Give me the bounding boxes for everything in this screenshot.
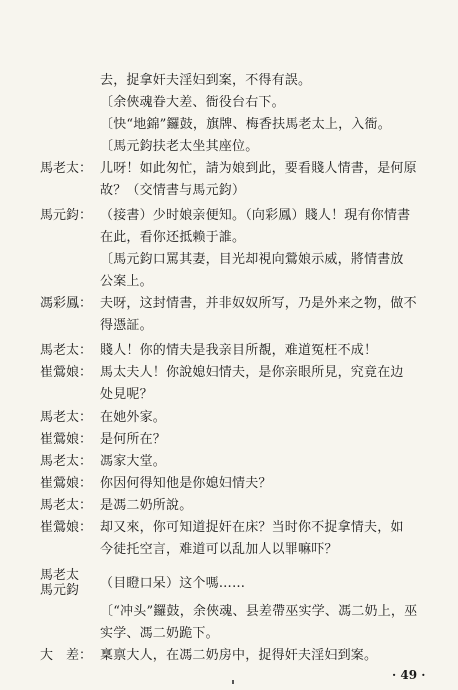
- speaker-label-stacked: [40, 568, 79, 598]
- stage-direction: 〔馬元鈞扶老太坐其座位。: [100, 139, 259, 154]
- speaker-label: 馬元鈞: [40, 583, 80, 598]
- text-line: 在她外家。: [100, 410, 167, 425]
- text-line: 是馮二奶所說。: [100, 498, 193, 513]
- speaker-label: 崔鶯娘：: [40, 365, 93, 380]
- speaker-label: 馬老太：: [40, 343, 93, 358]
- speaker-label: 馬老太：: [40, 498, 93, 513]
- speaker-label: 馬老太：: [40, 410, 93, 425]
- text-line: 是何所在？: [100, 432, 167, 447]
- page-number: · 49 ·: [392, 668, 426, 682]
- text-line: （目瞪口呆）这个嗎……: [100, 576, 246, 591]
- stage-direction: 〔馬元鈞口罵其妻，目光却視向鶯娘示威，將情書放: [100, 252, 404, 267]
- speaker-label: 馮彩鳳：: [40, 296, 93, 311]
- text-line: 处見呢？: [100, 387, 153, 402]
- print-speck: [232, 680, 234, 684]
- speaker-label: 崔鶯娘：: [40, 476, 93, 491]
- speaker-label: 崔鶯娘：: [40, 520, 93, 535]
- text-line: 去，捉拿奸夫淫妇到案，不得有誤。: [100, 73, 312, 88]
- speaker-label: 大 差：: [40, 648, 93, 663]
- stage-direction: 〔“冲头”鑼鼓，余俠魂、县差帶巫实学、馮二奶上，巫: [100, 604, 418, 619]
- text-line: 你因何得知他是你媳妇情夫？: [100, 476, 272, 491]
- text-line: （接書）少时娘亲便知。（向彩鳳）賤人！現有你情書: [100, 208, 411, 223]
- speaker-label: 馬老太：: [40, 161, 93, 176]
- speaker-label: 馬元鈞：: [40, 208, 93, 223]
- text-line: 馮家大堂。: [100, 454, 167, 469]
- text-line: 馬太夫人！你說媳妇情夫，是你亲眼所見，究竟在边: [100, 365, 404, 380]
- speaker-label: 馬老太：: [40, 454, 93, 469]
- text-line: 却又來，你可知道捉奸在床？当时你不捉拿情夫，如: [100, 520, 404, 535]
- text-line: 在此，看你还抵赖于誰。: [100, 230, 246, 245]
- speaker-label: 馬老太: [40, 568, 80, 583]
- text-line: 儿呀！如此匆忙，請为娘到此，要看賤人情書，是何原: [100, 161, 417, 176]
- text-line: 故？（交情書与馬元鈞）: [100, 183, 246, 198]
- stage-direction: 〔快“地錦”鑼鼓，旗牌、梅香扶馬老太上，入衙。: [100, 117, 391, 132]
- text-line: 賤人！你的情夫是我亲目所覩，难道冤枉不成！: [100, 343, 378, 358]
- stage-direction: 实学、馮二奶跪下。: [100, 626, 219, 641]
- speaker-label: 崔鶯娘：: [40, 432, 93, 447]
- stage-direction: 公案上。: [100, 274, 153, 289]
- text-line: 夫呀，这封情書，并非奴奴所写，乃是外来之物，做不: [100, 296, 417, 311]
- stage-direction: 〔余俠魂眷大差、衙役台右下。: [100, 95, 285, 110]
- text-line: 稟禀大人，在馮二奶房中，捉得奸夫淫妇到案。: [100, 648, 378, 663]
- text-line: 得憑証。: [100, 318, 153, 333]
- text-line: 今徒托空言，难道可以乱加人以罪嘛吓？: [100, 542, 338, 557]
